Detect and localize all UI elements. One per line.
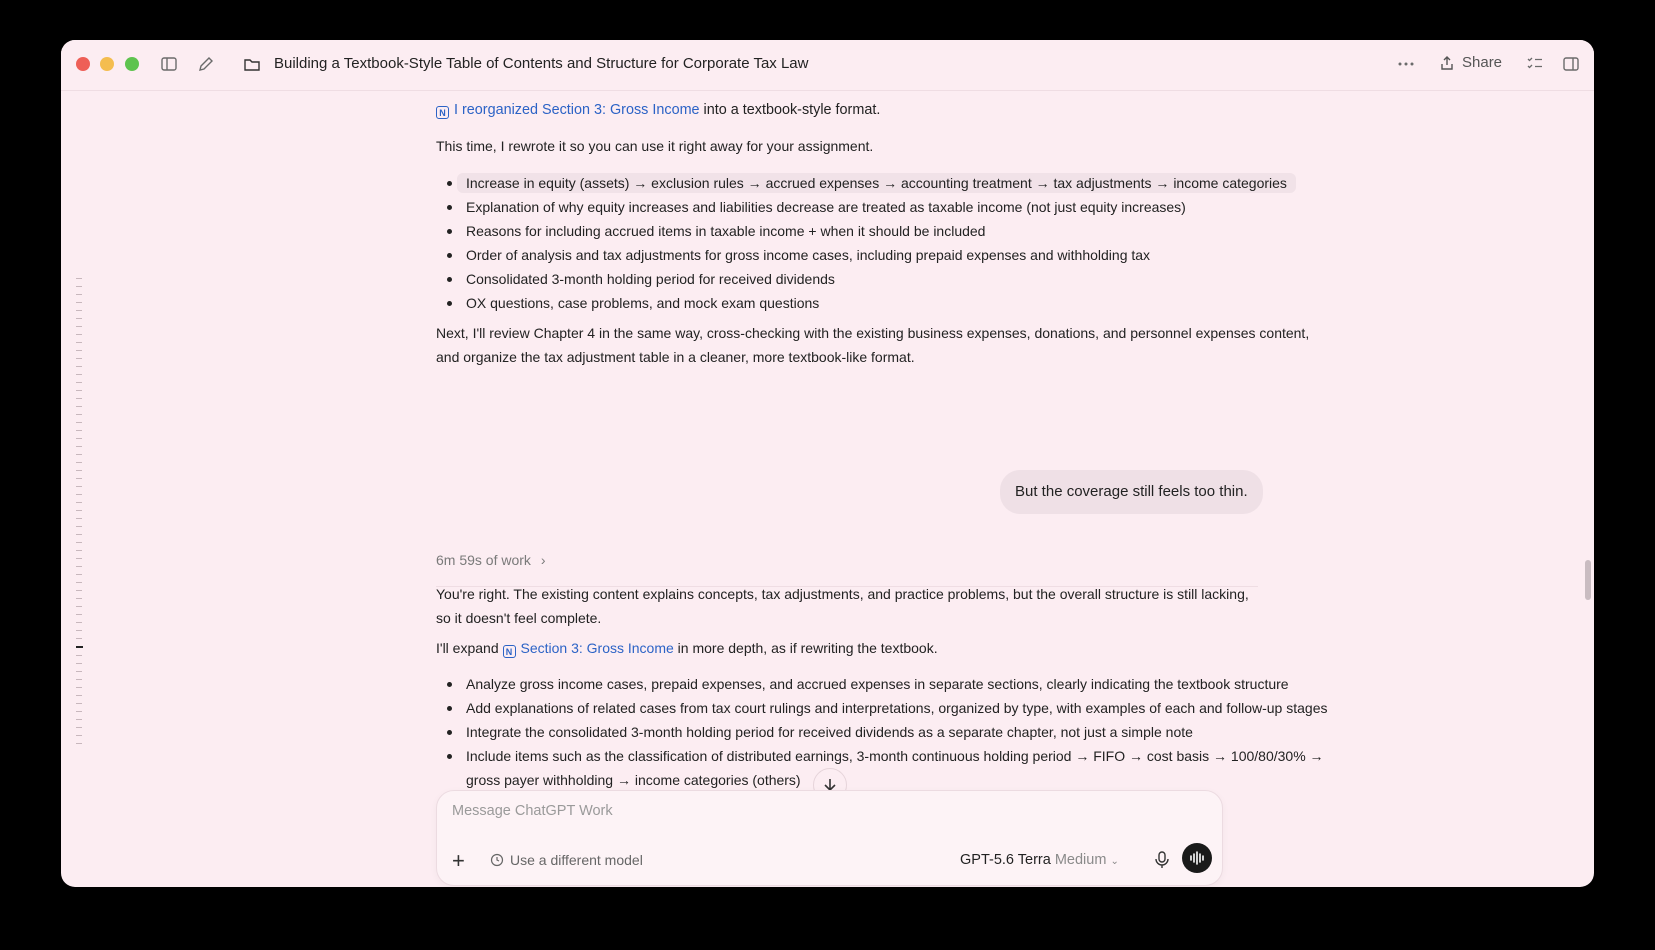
new-chat-icon[interactable] — [196, 54, 216, 74]
canvas-link[interactable] — [503, 640, 674, 656]
more-options-icon[interactable] — [1396, 54, 1416, 74]
share-label: Share — [1462, 54, 1503, 71]
canvas-link[interactable] — [436, 102, 700, 118]
list-item: Analyze gross income cases, prepaid expenses, and accrued expenses in separate sections, clearly indicating the textbook structure — [436, 672, 1328, 696]
share-button[interactable] — [1439, 54, 1502, 71]
minimize-window-button[interactable] — [100, 57, 114, 71]
model-selector[interactable] — [960, 852, 1119, 868]
list-item: OX questions, case problems, and mock exam questions — [436, 291, 1296, 315]
maximize-window-button[interactable] — [125, 57, 139, 71]
highlighted-bullet: Increase in equity (assets) → exclusion rules → accrued expenses → accounting treatment → tax adjustments → income categories — [457, 173, 1296, 193]
list-item: Consolidated 3-month holding period for received dividends — [436, 267, 1296, 291]
assistant-intro — [436, 98, 880, 122]
assistant-bullet-list — [436, 171, 1296, 315]
side-panel-icon[interactable] — [1561, 54, 1581, 74]
canvas-link-label: Section 3: Gross Income — [520, 640, 674, 656]
title-bar — [61, 40, 1594, 91]
list-item — [436, 744, 1328, 792]
list-item: Integrate the consolidated 3-month holding period for received dividends as a separate chapter, not just a simple note — [436, 720, 1328, 744]
scrollbar[interactable] — [1585, 560, 1591, 600]
sidebar-toggle-icon[interactable] — [159, 54, 179, 74]
app-window — [61, 40, 1594, 887]
paragraph-text: in more depth, as if rewriting the textbook. — [673, 640, 938, 656]
list-item: Add explanations of related cases from tax court rulings and interpretations, organized by type, with examples of each and follow-up stages — [436, 696, 1328, 720]
chevron-down-icon: ⌄ — [1110, 856, 1119, 867]
use-different-model-button[interactable] — [490, 852, 643, 868]
list-item: Reasons for including accrued items in taxable income + when it should be included — [436, 219, 1296, 243]
share-icon — [1439, 55, 1455, 71]
voice-mode-button[interactable] — [1182, 843, 1212, 873]
assistant-paragraph: and organize the tax adjustment table in a cleaner, more textbook-like format. — [436, 349, 915, 365]
work-duration-label: 6m 59s of work — [436, 552, 531, 568]
model-name: GPT-5.6 Terra — [960, 852, 1051, 868]
chevron-right-icon: › — [540, 552, 546, 568]
list-item: Explanation of why equity increases and liabilities decrease are treated as taxable income (not just equity increases) — [436, 195, 1296, 219]
conversation-minimap[interactable] — [76, 278, 84, 751]
assistant-paragraph: Next, I'll review Chapter 4 in the same way, cross-checking with the existing business expenses, donations, and personnel expenses content, — [436, 325, 1310, 341]
assistant-paragraph — [436, 636, 938, 660]
clock-icon — [490, 853, 504, 867]
assistant-paragraph: so it doesn't feel complete. — [436, 610, 602, 626]
assistant-bullet-list — [436, 672, 1328, 792]
work-duration-toggle[interactable] — [436, 552, 546, 568]
canvas-link-label: I reorganized Section 3: Gross Income — [454, 102, 700, 118]
assistant-paragraph: This time, I rewrote it so you can use it right away for your assignment. — [436, 138, 874, 154]
message-input[interactable]: Message ChatGPT Work — [452, 803, 613, 819]
notion-icon: N — [436, 106, 449, 119]
list-item — [436, 171, 1296, 195]
conversation-title: Building a Textbook-Style Table of Contents and Structure for Corporate Tax Law — [274, 55, 809, 72]
notion-icon: N — [503, 645, 516, 658]
effort-level: Medium — [1054, 852, 1107, 868]
assistant-paragraph: You're right. The existing content explains concepts, tax adjustments, and practice problems, but the overall structure is still lacking, — [436, 586, 1249, 602]
user-message: But the coverage still feels too thin. — [1000, 470, 1263, 514]
close-window-button[interactable] — [76, 57, 90, 71]
waveform-icon — [1189, 851, 1205, 865]
message-composer[interactable] — [436, 790, 1223, 886]
use-different-model-label: Use a different model — [510, 852, 643, 868]
paragraph-text: I'll expand — [436, 640, 503, 656]
folder-icon — [242, 54, 262, 74]
microphone-icon[interactable] — [1153, 850, 1171, 870]
checklist-icon[interactable] — [1525, 54, 1545, 74]
bullet-text: Include items such as the classification of distributed earnings, 3-month continuous holding period → FIFO → cost basis → 100/80/30% → — [466, 748, 1324, 764]
chat-area — [61, 90, 1594, 887]
intro-rest: into a textbook-style format. — [699, 102, 881, 118]
bullet-text: gross payer withholding → income categories (others) — [466, 772, 801, 788]
add-attachment-button[interactable]: + — [452, 848, 465, 873]
list-item: Order of analysis and tax adjustments for gross income cases, including prepaid expenses and withholding tax — [436, 243, 1296, 267]
